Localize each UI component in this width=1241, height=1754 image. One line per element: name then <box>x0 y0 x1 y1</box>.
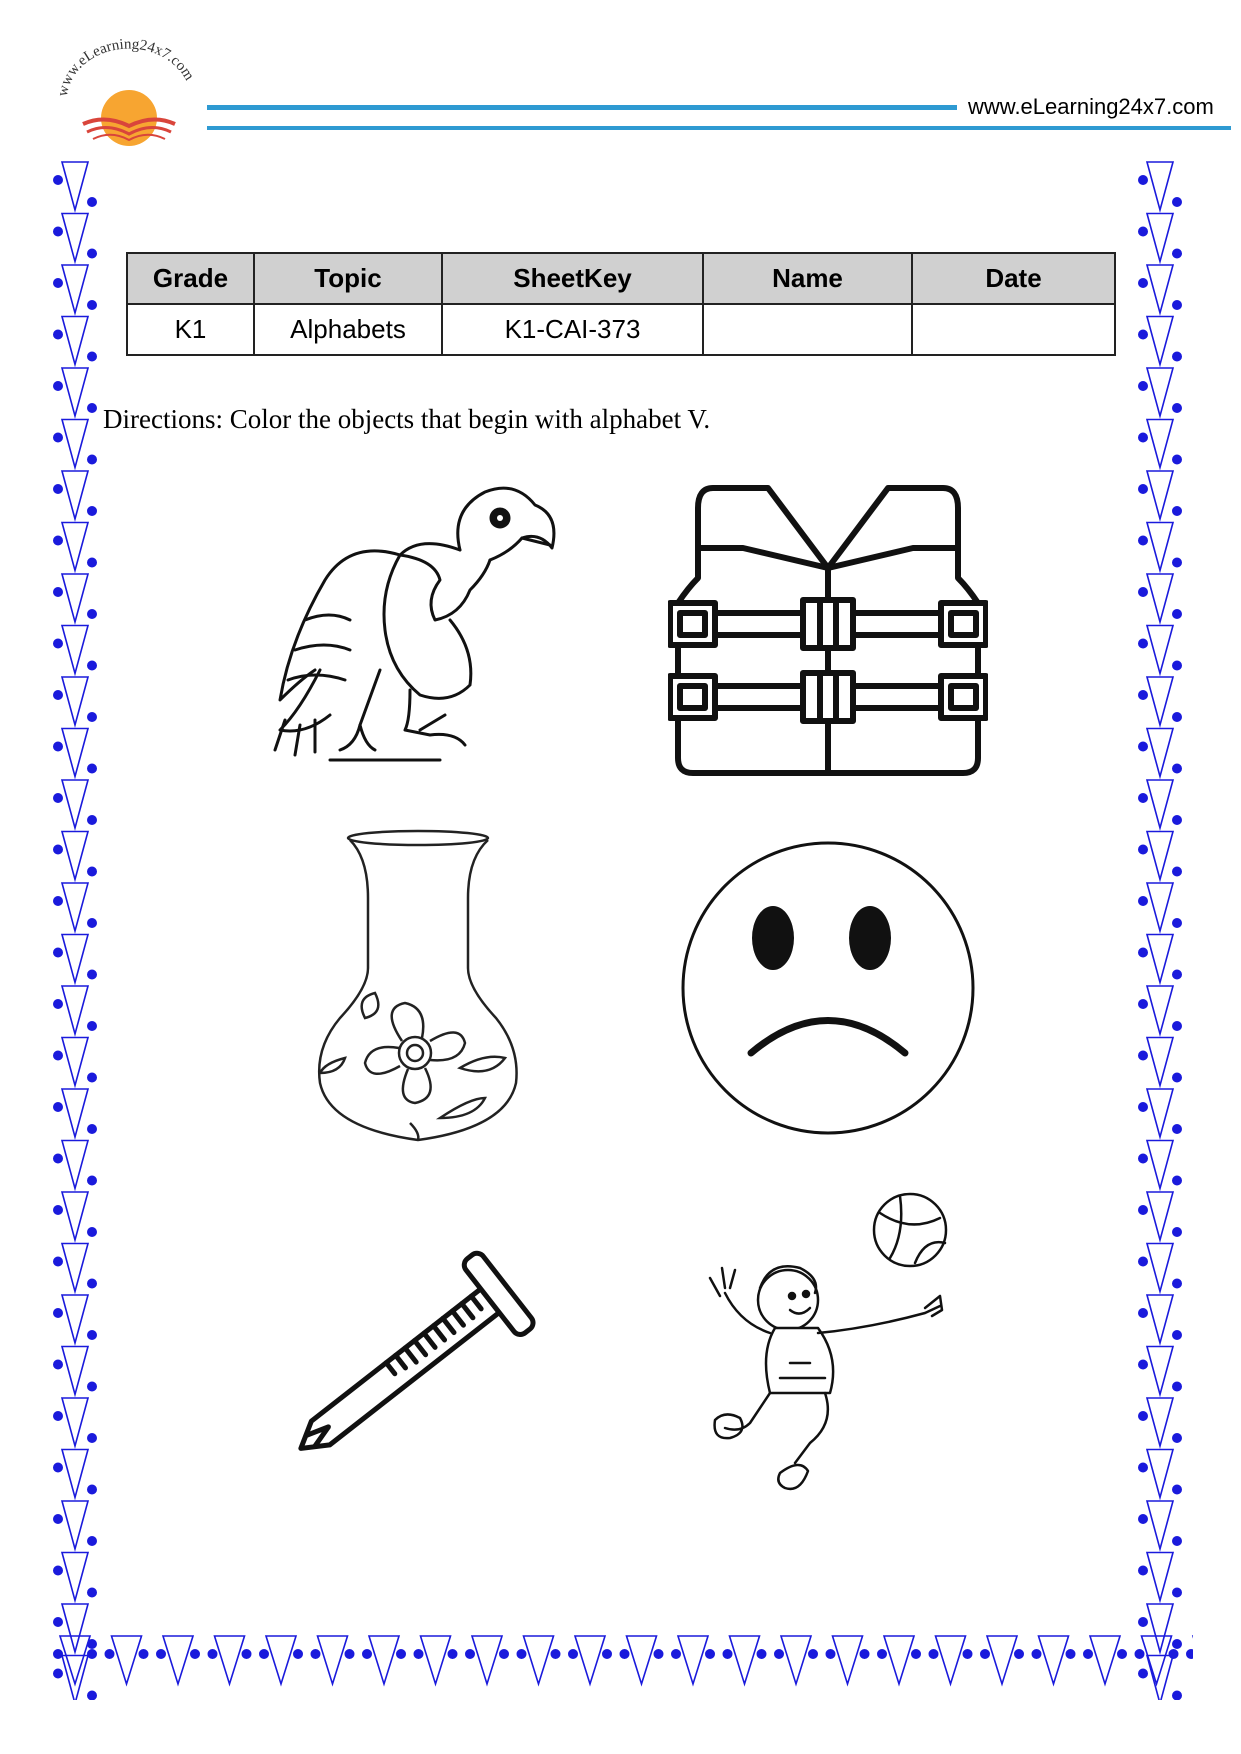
border-dot <box>87 1176 97 1186</box>
border-triangle <box>62 523 88 571</box>
border-triangle <box>62 1141 88 1189</box>
border-dot <box>53 1257 63 1267</box>
header-rule-bottom <box>207 126 1231 130</box>
border-dot <box>414 1649 424 1659</box>
table-header-row <box>127 253 1115 304</box>
border-dot <box>53 1649 63 1659</box>
volleyball-player-icon[interactable] <box>700 1188 960 1508</box>
border-triangle <box>1147 317 1173 365</box>
border-dot <box>87 1649 97 1659</box>
border-dot <box>602 1649 612 1659</box>
table-row <box>127 304 1115 355</box>
border-triangle <box>1147 935 1173 983</box>
border-dot <box>87 1330 97 1340</box>
border-dot <box>1138 793 1148 803</box>
border-dot <box>53 1411 63 1421</box>
border-dot <box>1172 1176 1182 1186</box>
border-dot <box>53 1514 63 1524</box>
border-triangle <box>781 1636 811 1684</box>
border-triangle <box>1147 471 1173 519</box>
right-decorative-border <box>1133 160 1193 1700</box>
border-dot <box>53 536 63 546</box>
border-dot <box>1135 1649 1145 1659</box>
border-dot <box>1172 1073 1182 1083</box>
border-dot <box>860 1649 870 1659</box>
border-triangle <box>62 162 88 210</box>
border-dot <box>963 1649 973 1659</box>
border-dot <box>877 1649 887 1659</box>
vase-icon[interactable] <box>310 828 540 1148</box>
border-triangle <box>1147 1295 1173 1343</box>
border-dot <box>1138 742 1148 752</box>
border-triangle <box>62 883 88 931</box>
border-dot <box>705 1649 715 1659</box>
border-triangle <box>62 1553 88 1601</box>
border-dot <box>1172 1536 1182 1546</box>
border-dot <box>87 867 97 877</box>
border-dot <box>53 793 63 803</box>
border-dot <box>1138 175 1148 185</box>
border-dot <box>53 948 63 958</box>
border-dot <box>139 1649 149 1659</box>
border-dot <box>1172 867 1182 877</box>
border-triangle <box>62 1038 88 1086</box>
grade-value: K1 <box>127 304 254 355</box>
border-triangle <box>1147 1553 1173 1601</box>
border-triangle <box>62 1501 88 1549</box>
border-dot <box>1083 1649 1093 1659</box>
border-triangle <box>936 1636 966 1684</box>
border-dot <box>87 455 97 465</box>
border-triangle <box>62 677 88 725</box>
border-dot <box>620 1649 630 1659</box>
border-dot <box>156 1649 166 1659</box>
border-dot <box>1117 1649 1127 1659</box>
border-dot <box>517 1649 527 1659</box>
site-url[interactable]: www.eLearning24x7.com <box>968 94 1214 119</box>
border-triangle <box>575 1636 605 1684</box>
border-triangle <box>62 265 88 313</box>
border-dot <box>87 1536 97 1546</box>
border-dot <box>87 403 97 413</box>
border-triangle <box>1147 729 1173 777</box>
border-dot <box>87 1485 97 1495</box>
date-header: Date <box>912 253 1115 304</box>
border-dot <box>87 352 97 362</box>
border-triangle <box>472 1636 502 1684</box>
border-dot <box>53 1154 63 1164</box>
border-dot <box>1172 300 1182 310</box>
border-dot <box>53 227 63 237</box>
border-dot <box>53 1360 63 1370</box>
border-dot <box>53 381 63 391</box>
border-triangle <box>62 780 88 828</box>
border-dot <box>1172 764 1182 774</box>
border-dot <box>1138 1566 1148 1576</box>
border-dot <box>1172 558 1182 568</box>
vulture-icon[interactable] <box>260 470 570 780</box>
border-triangle <box>1147 1141 1173 1189</box>
border-dot <box>1172 249 1182 259</box>
border-triangle <box>62 214 88 262</box>
topic-value: Alphabets <box>254 304 442 355</box>
border-dot <box>53 278 63 288</box>
border-dot <box>1032 1649 1042 1659</box>
border-triangle <box>163 1636 193 1684</box>
border-dot <box>1014 1649 1024 1659</box>
border-dot <box>87 1021 97 1031</box>
border-triangle <box>60 1636 90 1684</box>
border-dot <box>1138 381 1148 391</box>
border-dot <box>53 845 63 855</box>
border-dot <box>1138 1154 1148 1164</box>
border-dot <box>396 1649 406 1659</box>
date-field[interactable] <box>912 304 1115 355</box>
border-triangle <box>62 1192 88 1240</box>
border-dot <box>1138 1257 1148 1267</box>
border-triangle <box>62 1398 88 1446</box>
border-triangle <box>369 1636 399 1684</box>
border-dot <box>190 1649 200 1659</box>
border-dot <box>53 587 63 597</box>
border-triangle <box>1039 1636 1069 1684</box>
border-dot <box>87 1124 97 1134</box>
border-dot <box>929 1649 939 1659</box>
border-dot <box>826 1649 836 1659</box>
border-dot <box>1138 227 1148 237</box>
border-triangle <box>62 1244 88 1292</box>
border-triangle <box>62 832 88 880</box>
border-dot <box>1172 1382 1182 1392</box>
border-dot <box>1172 1588 1182 1598</box>
border-triangle <box>1090 1636 1120 1684</box>
border-dot <box>757 1649 767 1659</box>
border-dot <box>87 1073 97 1083</box>
border-dot <box>362 1649 372 1659</box>
border-triangle <box>62 935 88 983</box>
border-dot <box>1138 278 1148 288</box>
border-triangle <box>62 574 88 622</box>
border-dot <box>1138 1102 1148 1112</box>
border-dot <box>1138 845 1148 855</box>
border-dot <box>53 1205 63 1215</box>
border-dot <box>87 815 97 825</box>
border-dot <box>1138 1360 1148 1370</box>
border-dot <box>1138 536 1148 546</box>
border-dot <box>1172 1227 1182 1237</box>
border-dot <box>53 1102 63 1112</box>
border-dot <box>53 484 63 494</box>
border-dot <box>105 1649 115 1659</box>
border-triangle <box>987 1636 1017 1684</box>
border-triangle <box>62 626 88 674</box>
border-dot <box>53 639 63 649</box>
border-dot <box>53 1308 63 1318</box>
border-dot <box>87 764 97 774</box>
border-triangle <box>1147 1501 1173 1549</box>
border-dot <box>293 1649 303 1659</box>
nail-icon[interactable] <box>258 1218 588 1488</box>
border-triangle <box>1147 162 1173 210</box>
border-triangle <box>1147 1244 1173 1292</box>
border-dot <box>87 712 97 722</box>
border-dot <box>87 970 97 980</box>
border-dot <box>1172 1485 1182 1495</box>
border-triangle <box>1147 265 1173 313</box>
border-dot <box>808 1649 818 1659</box>
border-dot <box>1138 433 1148 443</box>
border-dot <box>1138 1617 1148 1627</box>
border-triangle <box>1147 574 1173 622</box>
border-dot <box>53 1051 63 1061</box>
border-dot <box>1172 712 1182 722</box>
border-triangle <box>1147 1089 1173 1137</box>
border-dot <box>87 300 97 310</box>
border-dot <box>1172 1021 1182 1031</box>
border-dot <box>1138 1308 1148 1318</box>
border-triangle <box>62 729 88 777</box>
border-dot <box>53 433 63 443</box>
border-dot <box>259 1649 269 1659</box>
border-triangle <box>421 1636 451 1684</box>
border-dot <box>87 1279 97 1289</box>
border-dot <box>1138 484 1148 494</box>
border-triangle <box>62 1295 88 1343</box>
border-dot <box>568 1649 578 1659</box>
border-dot <box>53 1617 63 1627</box>
border-dot <box>980 1649 990 1659</box>
border-dot <box>87 661 97 671</box>
border-dot <box>53 999 63 1009</box>
border-triangle <box>1147 626 1173 674</box>
border-dot <box>53 896 63 906</box>
border-dot <box>1172 197 1182 207</box>
header-rule-top <box>207 105 957 110</box>
border-dot <box>87 249 97 259</box>
border-dot <box>53 690 63 700</box>
border-triangle <box>62 1450 88 1498</box>
border-dot <box>1172 1433 1182 1443</box>
vest-icon[interactable] <box>668 468 988 778</box>
border-triangle <box>524 1636 554 1684</box>
border-dot <box>1186 1649 1193 1659</box>
border-dot <box>87 1382 97 1392</box>
border-dot <box>87 918 97 928</box>
border-triangle <box>1147 420 1173 468</box>
border-dot <box>1169 1649 1179 1659</box>
border-dot <box>87 609 97 619</box>
border-triangle <box>62 368 88 416</box>
border-dot <box>1066 1649 1076 1659</box>
left-decorative-border <box>48 160 108 1700</box>
border-dot <box>499 1649 509 1659</box>
border-triangle <box>62 471 88 519</box>
border-triangle <box>1147 1038 1173 1086</box>
name-field[interactable] <box>703 304 912 355</box>
border-dot <box>311 1649 321 1659</box>
border-triangle <box>833 1636 863 1684</box>
border-triangle <box>1147 780 1173 828</box>
name-header: Name <box>703 253 912 304</box>
border-triangle <box>1147 1450 1173 1498</box>
border-triangle <box>1147 1347 1173 1395</box>
border-dot <box>1172 661 1182 671</box>
border-dot <box>723 1649 733 1659</box>
border-dot <box>1138 690 1148 700</box>
border-dot <box>1172 970 1182 980</box>
border-dot <box>87 1227 97 1237</box>
border-triangle <box>62 1089 88 1137</box>
elearning-logo <box>45 22 215 147</box>
border-triangle <box>62 420 88 468</box>
border-dot <box>465 1649 475 1659</box>
border-triangle <box>1147 1192 1173 1240</box>
border-triangle <box>1147 523 1173 571</box>
border-triangle <box>1147 832 1173 880</box>
border-dot <box>53 175 63 185</box>
border-dot <box>1138 1463 1148 1473</box>
border-dot <box>1172 1330 1182 1340</box>
border-dot <box>1172 1279 1182 1289</box>
border-dot <box>1172 815 1182 825</box>
border-dot <box>53 1566 63 1576</box>
sad-face-icon[interactable] <box>668 828 988 1148</box>
border-dot <box>654 1649 664 1659</box>
border-dot <box>911 1649 921 1659</box>
border-dot <box>671 1649 681 1659</box>
border-dot <box>1138 896 1148 906</box>
border-dot <box>87 506 97 516</box>
border-triangle <box>730 1636 760 1684</box>
border-triangle <box>1147 883 1173 931</box>
border-dot <box>1172 918 1182 928</box>
sheetkey-value: K1-CAI-373 <box>442 304 703 355</box>
border-dot <box>1172 352 1182 362</box>
border-dot <box>1172 1124 1182 1134</box>
border-dot <box>1172 506 1182 516</box>
border-triangle <box>884 1636 914 1684</box>
border-triangle <box>62 986 88 1034</box>
border-triangle <box>215 1636 245 1684</box>
border-dot <box>242 1649 252 1659</box>
sheetkey-header: SheetKey <box>442 253 703 304</box>
border-triangle <box>1147 986 1173 1034</box>
border-triangle <box>678 1636 708 1684</box>
border-dot <box>53 742 63 752</box>
topic-header: Topic <box>254 253 442 304</box>
grade-header: Grade <box>127 253 254 304</box>
border-dot <box>1138 639 1148 649</box>
border-triangle <box>62 1347 88 1395</box>
border-triangle <box>1147 677 1173 725</box>
border-dot <box>1138 1411 1148 1421</box>
border-dot <box>87 197 97 207</box>
border-dot <box>87 1588 97 1598</box>
border-dot <box>345 1649 355 1659</box>
border-dot <box>1172 609 1182 619</box>
border-dot <box>87 1433 97 1443</box>
border-triangle <box>1142 1636 1172 1684</box>
border-triangle <box>1147 1398 1173 1446</box>
border-dot <box>53 330 63 340</box>
border-dot <box>53 1463 63 1473</box>
border-triangle <box>266 1636 296 1684</box>
border-dot <box>1138 948 1148 958</box>
border-triangle <box>627 1636 657 1684</box>
border-triangle <box>62 317 88 365</box>
worksheet-info-table <box>126 252 1116 356</box>
border-dot <box>1138 1514 1148 1524</box>
bottom-decorative-border <box>48 1634 1193 1694</box>
border-dot <box>1138 1205 1148 1215</box>
border-triangle <box>1147 214 1173 262</box>
border-dot <box>551 1649 561 1659</box>
border-dot <box>1138 999 1148 1009</box>
border-dot <box>774 1649 784 1659</box>
border-dot <box>448 1649 458 1659</box>
svg-text:www.eLearning24x7.com: www.eLearning24x7.com <box>54 36 197 98</box>
border-dot <box>208 1649 218 1659</box>
border-triangle <box>112 1636 142 1684</box>
border-dot <box>1138 587 1148 597</box>
directions-text: Directions: Color the objects that begin with alphabet V. <box>103 404 711 434</box>
border-dot <box>87 558 97 568</box>
border-dot <box>1172 403 1182 413</box>
border-dot <box>1138 1051 1148 1061</box>
border-dot <box>1138 330 1148 340</box>
border-triangle <box>318 1636 348 1684</box>
border-triangle <box>1147 368 1173 416</box>
border-dot <box>1172 455 1182 465</box>
